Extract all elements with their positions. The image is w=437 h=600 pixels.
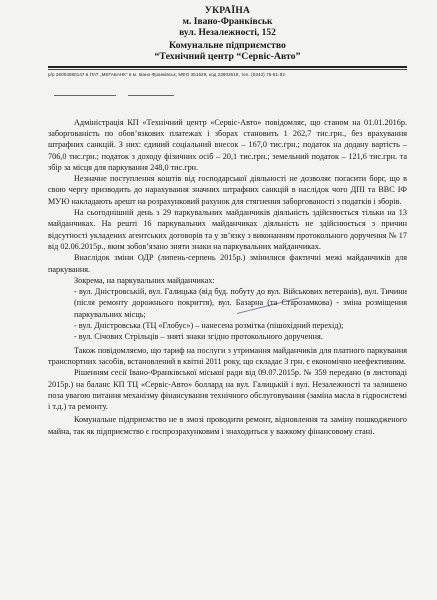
paragraph-debt-summary: Адміністрація КП «Технічний центр «Сервіс-Авто» повідомляє, що станом на 01.01.2016р. заборгованість по обов’язкових платежах і зборах становить 1 262,7 тис.грн., без врахування штрафних санкцій. З них: єдиний соціальний внесок – 167,0 тис.грн.; податок на додану вартість – 706,0 тис.грн.; податок з доходу фізичних осіб – 20,1 тис.грн.; земельний податок – 121,6 тис.грн. та збір за місця для паркування 248,0 тис.грн. [48, 117, 407, 172]
letter-body [48, 117, 407, 437]
outgoing-number-blank [128, 95, 174, 96]
letterhead-street: вул. Незалежності, 152 [179, 28, 276, 39]
paragraph-list-intro: Зокрема, на паркувальних майданчиках: [74, 275, 215, 285]
paragraph-tariff: Також повідомляємо, що тариф на послуги з утримання майданчиків для платного паркування транспортних засобів, встановлений в квітні 2011 року, що складає 3 грн. є економічно неефективним. [48, 345, 407, 366]
paragraph-bollard-decision: Рішенням сесії Івано-Франківської міської ради від 09.07.2015р. № 359 передано (в листопаді 2015р.) на баланс КП ТЦ «Сервіс-Авто» боллард на вул. Галицькій і вул. Незалежності та залишено поза увагою питання механізму фінансування технічного обслуговування (заміна масла в гідросистемі і т.д.) та ремонту. [48, 368, 407, 412]
outgoing-date-blank [54, 95, 116, 96]
paragraph-account-arrest: Незначне поступлення коштів від господарської діяльності не дозволяє погасити борг, що в свою чергу призводить до нарахування значних штрафних санкцій в наслідок чого ДПІ та ВВС ІФ МУЮ накладають арешт на розрахунковий рахунок для стягнення заборгованості з податків і зборів. [48, 174, 407, 206]
letterhead-org-name: “Технічний центр “Сервіс-Авто” [154, 51, 301, 63]
paragraph-parking-lots: На сьогоднішній день з 29 паркувальних майданчиків діяльність здійснюється тільки на 13 майданчиках. На решті 16 паркувальних майданчиках діяльність не здійснюється з причин відсутності укладених агентських договорів та у зв’язку з виконанням протокольного доручення № 17 від 02.06.2015р., яким зобов’язано зняти знаки на паркувальних майданчиках. [48, 208, 407, 251]
outgoing-reference-area [48, 77, 407, 117]
paragraph-odr-change: Внаслідок зміни ОДР (липень-серпень 2015р.) змінилися фактичні межі майданчиків для паркування. [48, 253, 407, 274]
letterhead [48, 6, 407, 63]
list-item-dnistrovska-galytska: - вул. Дністровській, вул. Галицька (від буд. побуту до вул. Військових ветеранів), вул. Тичини (після ремонту дорожнього покриття), вул. Базарна (та Старозамкова) - зміна розміщення паркувальних місць; [74, 287, 407, 319]
bank-details: р/р 26004080147 в ПАТ „МЕГАБАНК” в м. Івано-Франківськ, МФО 351629, код 23802618, тел. (0342) 75-51-92 [48, 71, 285, 77]
letterhead-city: м. Івано-Франківськ [182, 17, 273, 28]
paragraph-financial-state: Комунальне підприємство не в змозі проводити ремонт, відновлення та заміну пошкодженого майна, так як підприємство є госпрозрахунковим і знаходиться у важкому фінансовому стані. [48, 415, 407, 436]
letterhead-rule-thick [48, 66, 407, 68]
list-item-globus: - вул. Дністровська (ТЦ «Глобус») – нанесена розмітка (пішохідний перехід); [74, 321, 344, 331]
letterhead-rule-thin [48, 69, 407, 70]
letterhead-org-type: Комунальне підприємство [169, 39, 286, 51]
letterhead-country: УКРАЇНА [204, 6, 251, 16]
list-item-sichovykh-striltsiv: - вул. Січових Стрільців – зняті знаки згідно протокольного доручення. [74, 332, 323, 342]
